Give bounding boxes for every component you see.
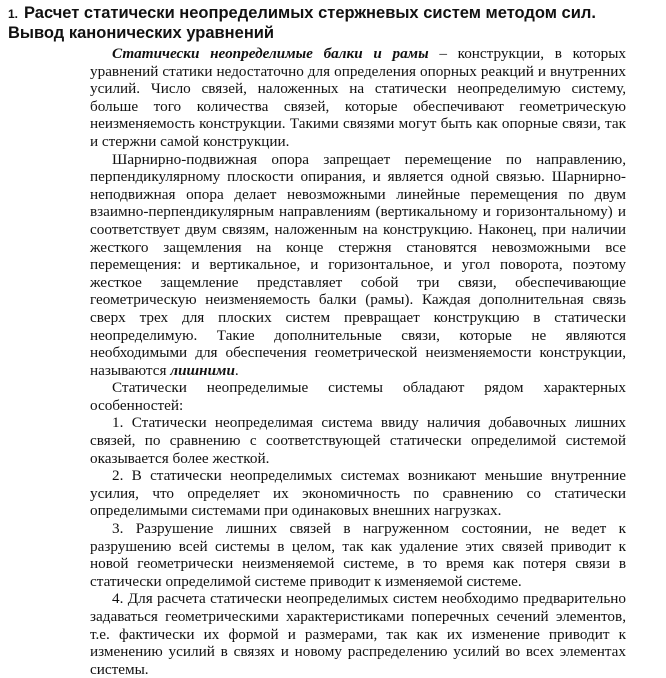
- paragraph-tail: .: [234, 361, 239, 379]
- list-item-3: 3. Разрушение лишних связей в нагруженном состоянии, не ведет к разрушению всей системы в целом, так как удаление этих связей приводит к новой геометрически неизменяемой системе, в то время как потеря связи в статически определимой системе приводит к изменяемой системе.: [90, 520, 626, 590]
- term-redundant: лишними: [170, 361, 235, 379]
- section-number: 1.: [8, 7, 19, 21]
- list-item-4: 4. Для расчета статически неопределимых систем необходимо предварительно задаваться геометрическими характеристиками поперечных сечений элементов, т.е. фактически их формой и размерами, так как их изменение приводит к изменению усилий в связях и новому распределению усилий во всех элементах системы.: [90, 590, 626, 678]
- paragraph-definition: [90, 45, 626, 151]
- paragraph-text: Шарнирно-подвижная опора запрещает перемещение по направлению, перпендикулярному плоскости опирания, и является одной связью. Шарнирно-неподвижная опора делает невозможными линейные перемещения по двум взаимно-перпендикулярным направлениям (вертикальному и горизонтальному) и соответствует двум связям, наложенным на конструкцию. Наконец, при наличии жесткого защемления на конце стержня становятся невозможными все перемещения: и вертикальное, и горизонтальное, и угол поворота, поэтому жесткое защемление представляет собой три связи, обеспечивающие геометрическую неизменяемость балки (рамы). Каждая дополнительная связь сверх трех для плоских систем превращает конструкцию в статически неопределимую. Такие дополнительные связи, которые не являются необходимыми для обеспечения геометрической неизменяемости конструкции, называются: [90, 150, 626, 379]
- paragraph-features-intro: Статически неопределимые системы обладают рядом характерных особенностей:: [90, 379, 626, 414]
- body-text: [90, 45, 626, 678]
- section-title: Расчет статически неопределимых стержневых систем методом сил. Вывод канонических уравнений: [8, 4, 596, 42]
- list-item-1: 1. Статически неопределимая система ввиду наличия добавочных лишних связей, по сравнению с соответствующей статически определимой системой оказывается более жесткой.: [90, 414, 626, 467]
- list-item-2: 2. В статически неопределимых системах возникают меньшие внутренние усилия, что определяет их экономичность по сравнению со статически определимыми системами при одинаковых внешних нагрузках.: [90, 467, 626, 520]
- paragraph-supports: [90, 151, 626, 380]
- paragraph-text: – конструкции, в которых уравнений статики недостаточно для определения опорных реакций и внутренних усилий. Число связей, наложенных на статически неопределимую систему, больше того количества связей, которые обеспечивают геометрическую неизменяемость конструкции. Такими связями могут быть как опорные связи, так и стержни самой конструкции.: [90, 45, 627, 150]
- section-heading: [8, 4, 648, 43]
- term-emphasis: Статически неопределимые балки и рамы: [112, 45, 429, 62]
